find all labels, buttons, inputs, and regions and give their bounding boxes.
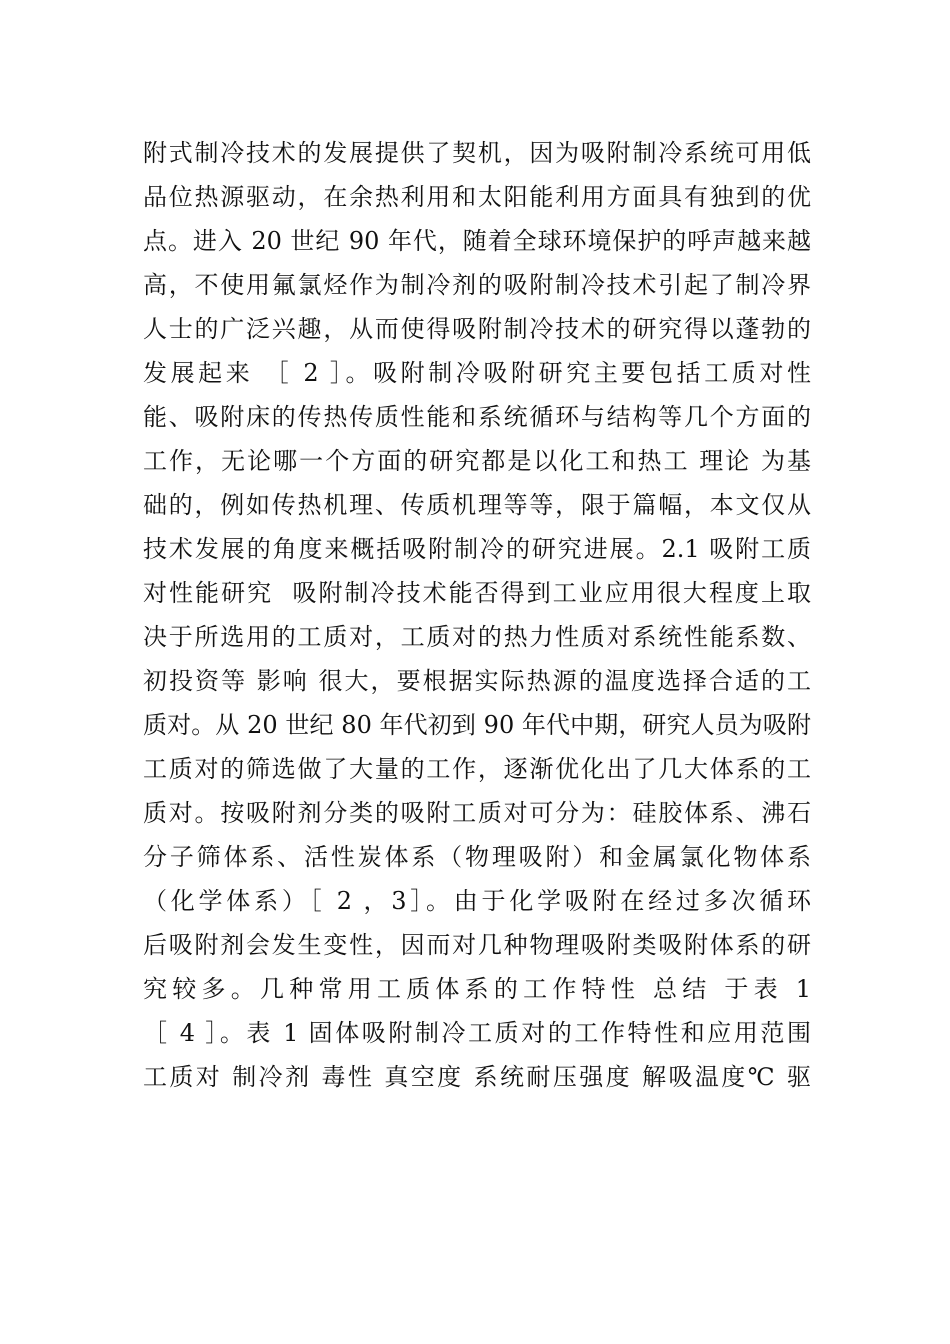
text-line: 人士的广泛兴趣，从而使得吸附制冷技术的研究得以蓬勃的 — [143, 315, 811, 343]
body-text — [143, 131, 811, 1099]
text-line: 决于所选用的工质对，工质对的热力性质对系统性能系数、 — [143, 623, 811, 651]
text-line: 础的，例如传热机理、传质机理等等，限于篇幅，本文仅从 — [143, 491, 811, 519]
text-line: 质对。按吸附剂分类的吸附工质对可分为：硅胶体系、沸石 — [143, 799, 811, 827]
text-line: 工质对 制冷剂 毒性 真空度 系统耐压强度 解吸温度℃ 驱 — [143, 1063, 811, 1091]
text-line: 附式制冷技术的发展提供了契机，因为吸附制冷系统可用低 — [143, 139, 811, 167]
text-line: 后吸附剂会发生变性，因而对几种物理吸附类吸附体系的研 — [143, 931, 811, 959]
text-line: ［ 4 ］。表 1 固体吸附制冷工质对的工作特性和应用范围 — [143, 1019, 811, 1047]
text-line: 究较多。几种常用工质体系的工作特性 总结 于表 1 — [143, 975, 811, 1003]
text-line: （化学体系）［ 2 ，3］。由于化学吸附在经过多次循环 — [143, 887, 811, 915]
text-line: 分子筛体系、活性炭体系（物理吸附）和金属氯化物体系 — [143, 843, 811, 871]
text-line: 能、吸附床的传热传质性能和系统循环与结构等几个方面的 — [143, 403, 811, 431]
text-line: 对性能研究 吸附制冷技术能否得到工业应用很大程度上取 — [143, 579, 811, 607]
text-line: 工质对的筛选做了大量的工作，逐渐优化出了几大体系的工 — [143, 755, 811, 783]
text-line: 高，不使用氟氯烃作为制冷剂的吸附制冷技术引起了制冷界 — [143, 271, 811, 299]
text-line: 发展起来 ［ 2 ］。吸附制冷吸附研究主要包括工质对性 — [143, 359, 811, 387]
text-line: 品位热源驱动，在余热利用和太阳能利用方面具有独到的优 — [143, 183, 811, 211]
text-line: 质对。从 20 世纪 80 年代初到 90 年代中期，研究人员为吸附 — [143, 711, 811, 739]
text-line: 点。进入 20 世纪 90 年代，随着全球环境保护的呼声越来越 — [143, 227, 811, 255]
text-line: 初投资等 影响 很大，要根据实际热源的温度选择合适的工 — [143, 667, 811, 695]
text-line: 工作，无论哪一个方面的研究都是以化工和热工 理论 为基 — [143, 447, 811, 475]
text-line: 技术发展的角度来概括吸附制冷的研究进展。2.1 吸附工质 — [143, 535, 811, 563]
